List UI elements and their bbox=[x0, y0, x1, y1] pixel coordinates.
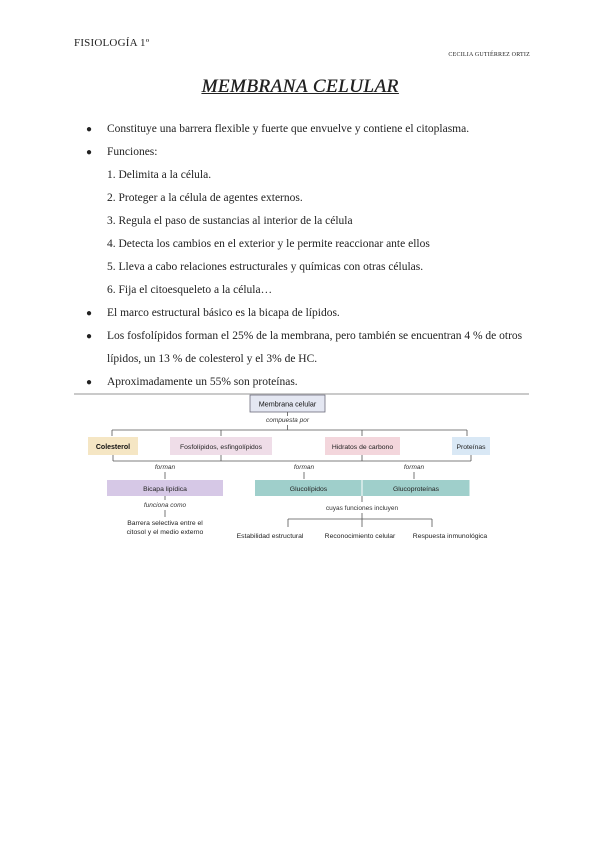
fosfolipidos-label: Fosfolípidos, esfingolípidos bbox=[180, 444, 262, 451]
hidratos-label: Hidratos de carbono bbox=[331, 444, 394, 451]
bullet-text: Funciones: bbox=[107, 146, 158, 158]
membrane-concept-map bbox=[74, 392, 529, 552]
notes-body bbox=[86, 118, 536, 394]
bullet-item bbox=[86, 325, 536, 371]
function-item: 2. Proteger a la célula de agentes externos. bbox=[107, 192, 303, 204]
proteinas-label: Proteínas bbox=[456, 444, 486, 451]
bullet-item bbox=[86, 118, 536, 141]
barrera-line-2: citosol y el medio externo bbox=[126, 529, 204, 536]
function-item: 1. Delimita a la célula. bbox=[107, 169, 212, 181]
bullet-text: El marco estructural básico es la bicapa de lípidos. bbox=[107, 307, 340, 319]
glucoproteinas-label: Glucoproteínas bbox=[392, 486, 440, 493]
bullet-symbol: ● bbox=[86, 331, 93, 342]
root-label: Membrana celular bbox=[258, 399, 317, 409]
colesterol-label: Colesterol bbox=[95, 444, 131, 451]
function-item: 3. Regula el paso de sustancias al interior de la célula bbox=[107, 215, 353, 227]
bullet-item bbox=[86, 302, 536, 325]
function-item: 4. Detecta los cambios en el exterior y le permite reaccionar ante ellos bbox=[107, 238, 430, 250]
barrera-line-1: Barrera selectiva entre el bbox=[127, 520, 203, 527]
estabilidad-label: Estabilidad estructural bbox=[236, 533, 304, 540]
author-name: CECILIA GUTIÉRREZ ORTIZ bbox=[448, 52, 530, 58]
bicapa-label: Bicapa lipídica bbox=[143, 486, 187, 493]
forman-label: forman bbox=[154, 464, 176, 471]
respuesta-label: Respuesta inmunológica bbox=[412, 533, 488, 540]
bullet-symbol: ● bbox=[86, 124, 93, 135]
bullet-symbol: ● bbox=[86, 308, 93, 319]
function-item: 5. Lleva a cabo relaciones estructurales y químicas con otras células. bbox=[107, 261, 424, 273]
bullet-text: Los fosfolípidos forman el 25% de la membrana, pero también se encuentran 4 % de otros lípidos, un 13 % de colesterol y el 3% de HC. bbox=[107, 330, 523, 365]
bullet-item bbox=[86, 141, 536, 164]
reconocimiento-label: Reconocimiento celular bbox=[324, 533, 396, 540]
bullet-text: Aproximadamente un 55% son proteínas. bbox=[107, 376, 298, 388]
bullet-symbol: ● bbox=[86, 147, 93, 158]
funciona-como-label: funciona como bbox=[143, 502, 187, 509]
glucolipidos-label: Glucolípidos bbox=[289, 486, 328, 493]
bullet-symbol: ● bbox=[86, 377, 93, 388]
forman-label: forman bbox=[293, 464, 315, 471]
root-sublabel: compuesta por bbox=[266, 417, 309, 424]
page-title: MEMBRANA CELULAR bbox=[201, 76, 399, 97]
bullet-item bbox=[86, 371, 536, 394]
cuyas-funciones-label: cuyas funciones incluyen bbox=[325, 505, 399, 512]
bullet-text: Constituye una barrera flexible y fuerte que envuelve y contiene el citoplasma. bbox=[107, 123, 470, 135]
course-header: FISIOLOGÍA 1º bbox=[74, 37, 150, 49]
forman-label: forman bbox=[403, 464, 425, 471]
function-item: 6. Fija el citoesqueleto a la célula… bbox=[107, 284, 273, 296]
